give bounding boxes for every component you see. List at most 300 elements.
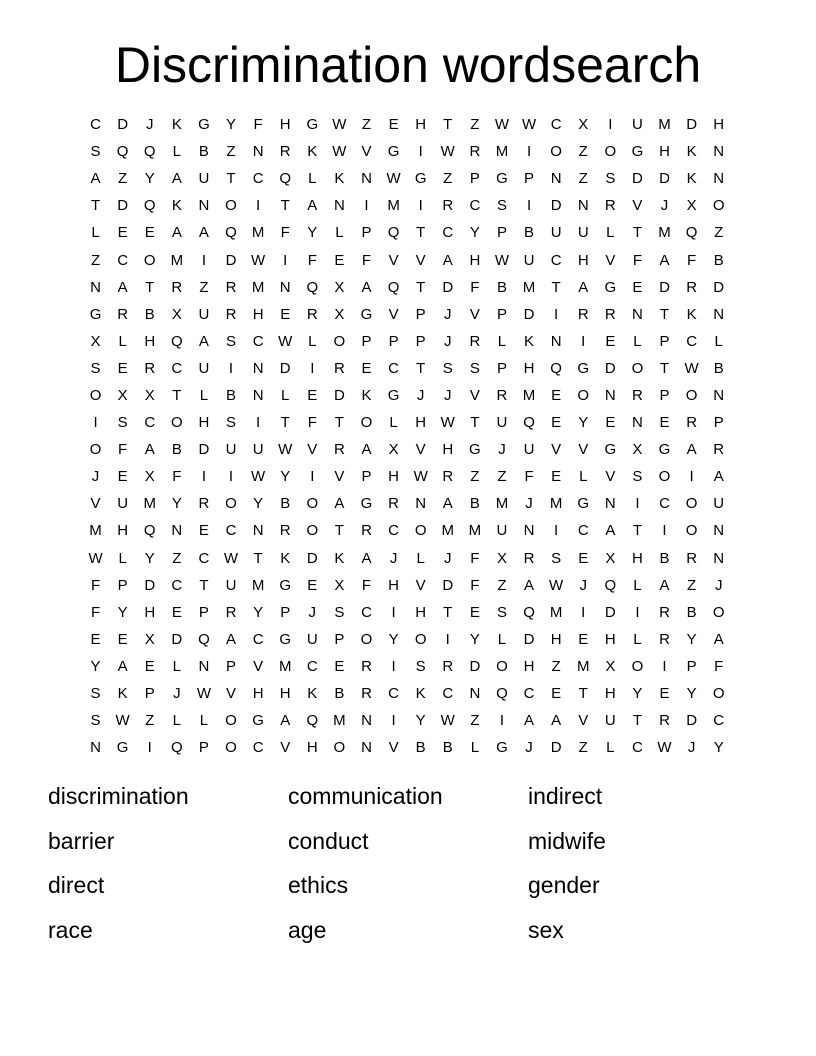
grid-letter: E — [117, 630, 128, 648]
grid-letter: E — [388, 116, 399, 134]
grid-letter: P — [198, 739, 209, 757]
grid-letter: K — [334, 170, 345, 188]
grid-letter: W — [251, 468, 266, 486]
grid-letter: V — [388, 739, 399, 757]
grid-letter: R — [442, 197, 454, 215]
grid-letter: O — [604, 143, 617, 161]
grid-letter: Z — [361, 116, 372, 134]
grid-letter: G — [387, 143, 400, 161]
grid-letter: N — [279, 278, 291, 296]
grid-letter: N — [550, 170, 562, 188]
grid-letter: O — [170, 414, 183, 432]
grid-letter: R — [659, 603, 670, 621]
grid-letter: J — [714, 576, 723, 594]
grid-letter: J — [444, 386, 452, 404]
grid-letter: H — [523, 657, 535, 675]
grid-letter: S — [442, 359, 453, 377]
grid-letter: W — [278, 441, 293, 459]
grid-letter: Z — [118, 170, 128, 188]
grid-letter: M — [387, 197, 400, 215]
grid-letter: X — [144, 630, 155, 648]
grid-letter: C — [225, 522, 237, 540]
grid-letter: R — [225, 603, 237, 621]
grid-letter: Z — [578, 143, 588, 161]
grid-letter: K — [171, 116, 182, 134]
grid-letter: F — [361, 576, 372, 594]
grid-letter: B — [415, 739, 426, 757]
grid-letter: X — [334, 576, 345, 594]
grid-letter: O — [658, 468, 671, 486]
grid-letter: N — [171, 522, 183, 540]
grid-letter: I — [526, 197, 532, 215]
word-list-item: communication — [288, 783, 443, 809]
grid-letter: B — [659, 549, 670, 567]
grid-letter: P — [659, 386, 670, 404]
grid-letter: E — [469, 603, 480, 621]
grid-letter: O — [89, 386, 102, 404]
grid-letter: C — [144, 414, 156, 432]
grid-letter: A — [578, 278, 589, 296]
grid-letter: Q — [143, 197, 156, 215]
grid-letter: I — [391, 712, 396, 730]
grid-letter: G — [658, 441, 671, 459]
grid-letter: P — [686, 657, 697, 675]
grid-letter: F — [470, 549, 480, 567]
grid-letter: V — [632, 197, 643, 215]
grid-letter: N — [361, 170, 372, 188]
grid-letter: I — [554, 305, 559, 323]
grid-letter: Z — [470, 468, 480, 486]
grid-letter: I — [228, 359, 234, 377]
grid-letter: P — [226, 657, 237, 675]
grid-letter: P — [496, 359, 507, 377]
grid-letter: H — [604, 685, 616, 703]
grid-letter: I — [93, 414, 98, 432]
grid-letter: Y — [578, 414, 589, 432]
grid-letter: K — [361, 386, 372, 404]
grid-letter: I — [310, 359, 315, 377]
word-list — [48, 778, 768, 956]
grid-letter: H — [577, 251, 589, 269]
grid-letter: W — [684, 359, 699, 377]
grid-letter: N — [361, 739, 372, 757]
grid-letter: K — [171, 197, 182, 215]
grid-letter: Y — [226, 116, 237, 134]
grid-letter: X — [578, 116, 589, 134]
grid-letter: B — [713, 359, 724, 377]
grid-letter: N — [713, 386, 725, 404]
grid-letter: W — [115, 712, 130, 730]
grid-letter: N — [90, 739, 101, 757]
grid-letter: I — [445, 630, 450, 648]
grid-letter: G — [360, 305, 373, 323]
grid-letter: C — [442, 685, 454, 703]
grid-letter: R — [577, 305, 589, 323]
grid-letter: N — [252, 386, 264, 404]
grid-letter: G — [116, 739, 129, 757]
grid-letter: I — [201, 251, 206, 269]
grid-letter: R — [713, 441, 725, 459]
grid-letter: A — [198, 332, 209, 350]
grid-letter: H — [469, 251, 481, 269]
grid-letter: W — [494, 116, 510, 134]
grid-letter: J — [308, 603, 317, 621]
grid-letter: U — [604, 712, 616, 730]
grid-letter: L — [633, 576, 642, 594]
grid-letter: O — [225, 495, 237, 513]
grid-letter: P — [361, 224, 372, 242]
grid-letter: L — [172, 712, 181, 730]
grid-letter: K — [117, 685, 128, 703]
grid-letter: G — [631, 143, 644, 161]
word-list-item: ethics — [288, 872, 349, 898]
grid-letter: U — [225, 441, 237, 459]
grid-letter: L — [714, 332, 723, 350]
grid-letter: Z — [578, 739, 588, 757]
grid-letter: Z — [497, 468, 507, 486]
grid-letter: L — [335, 224, 344, 242]
grid-letter: Y — [144, 170, 155, 188]
grid-letter: P — [496, 305, 507, 323]
grid-letter: A — [524, 712, 535, 730]
grid-letter: A — [713, 630, 724, 648]
grid-letter: C — [550, 251, 562, 269]
grid-letter: B — [442, 739, 453, 757]
grid-letter: W — [657, 739, 672, 757]
grid-letter: V — [605, 468, 616, 486]
grid-letter: E — [117, 468, 128, 486]
grid-letter: Q — [496, 685, 508, 703]
grid-letter: G — [604, 278, 617, 296]
grid-letter: I — [256, 414, 261, 432]
word-list-item: midwife — [528, 827, 606, 854]
grid-letter: N — [713, 143, 725, 161]
grid-letter: E — [144, 657, 155, 675]
grid-letter: X — [117, 386, 128, 404]
grid-letter: L — [172, 657, 181, 675]
grid-letter: R — [659, 630, 670, 648]
grid-letter: O — [414, 522, 427, 540]
grid-letter: N — [713, 305, 725, 323]
grid-letter: C — [252, 739, 264, 757]
grid-letter: C — [686, 332, 698, 350]
grid-letter: I — [689, 468, 694, 486]
grid-letter: F — [687, 251, 697, 269]
grid-letter: C — [90, 116, 101, 134]
grid-letter: V — [578, 712, 589, 730]
grid-letter: D — [550, 197, 562, 215]
grid-letter: H — [388, 468, 399, 486]
grid-letter: W — [413, 468, 428, 486]
grid-letter: R — [306, 305, 318, 323]
grid-letter: D — [198, 441, 210, 459]
grid-letter: B — [334, 685, 345, 703]
grid-letter: F — [90, 603, 101, 621]
grid-letter: H — [632, 549, 643, 567]
grid-letter: I — [256, 197, 261, 215]
grid-letter: E — [632, 278, 643, 296]
grid-letter: W — [521, 116, 537, 134]
grid-letter: O — [712, 603, 725, 621]
grid-letter: D — [306, 549, 318, 567]
grid-letter: S — [90, 359, 101, 377]
grid-letter: I — [499, 712, 505, 730]
grid-letter: C — [306, 657, 318, 675]
grid-letter: I — [364, 197, 369, 215]
grid-letter: A — [280, 712, 291, 730]
grid-letter: X — [334, 278, 345, 296]
grid-letter: G — [604, 441, 617, 459]
grid-letter: D — [604, 603, 616, 621]
grid-letter: H — [442, 441, 454, 459]
grid-letter: C — [361, 603, 372, 621]
grid-letter: Q — [143, 522, 156, 540]
grid-letter: D — [713, 278, 725, 296]
grid-letter: M — [522, 386, 536, 404]
grid-letter: A — [361, 549, 372, 567]
grid-letter: H — [713, 116, 725, 134]
grid-letter: D — [225, 251, 237, 269]
grid-letter: O — [685, 386, 698, 404]
grid-letter: O — [333, 332, 346, 350]
grid-letter: I — [418, 197, 423, 215]
grid-letter: C — [469, 197, 481, 215]
grid-letter: D — [686, 712, 698, 730]
grid-letter: I — [283, 251, 288, 269]
grid-letter: L — [579, 468, 588, 486]
grid-letter: E — [605, 332, 616, 350]
word-list-item: barrier — [48, 827, 115, 854]
grid-letter: T — [578, 685, 588, 703]
grid-letter: J — [660, 197, 669, 215]
grid-letter: N — [577, 197, 589, 215]
grid-letter: Y — [253, 603, 264, 621]
grid-letter: D — [117, 116, 129, 134]
grid-letter: D — [279, 359, 291, 377]
grid-letter: I — [201, 468, 206, 486]
grid-letter: W — [332, 143, 347, 161]
grid-letter: F — [714, 657, 724, 675]
grid-letter: Q — [225, 224, 237, 242]
grid-letter: D — [117, 197, 129, 215]
grid-letter: G — [279, 576, 292, 594]
grid-letter: W — [88, 549, 103, 567]
grid-letter: C — [442, 224, 454, 242]
grid-letter: Q — [604, 576, 617, 594]
grid-letter: T — [199, 576, 209, 594]
grid-letter: H — [415, 414, 427, 432]
grid-letter: R — [333, 359, 345, 377]
grid-letter: H — [279, 116, 291, 134]
grid-letter: X — [686, 197, 697, 215]
grid-letter: G — [360, 495, 373, 513]
grid-letter: J — [416, 386, 425, 404]
grid-letter: G — [89, 305, 102, 323]
grid-letter: Z — [145, 712, 155, 730]
grid-letter: W — [440, 712, 455, 730]
grid-letter: V — [280, 739, 291, 757]
grid-letter: F — [118, 441, 128, 459]
grid-letter: A — [361, 278, 372, 296]
grid-letter: H — [252, 685, 264, 703]
word-list-item: direct — [48, 872, 105, 898]
grid-letter: R — [198, 495, 210, 513]
grid-letter: R — [361, 685, 372, 703]
grid-letter: L — [606, 739, 615, 757]
grid-letter: S — [90, 712, 101, 730]
grid-letter: S — [496, 603, 507, 621]
grid-letter: K — [686, 143, 697, 161]
grid-letter: U — [252, 441, 264, 459]
grid-letter: L — [497, 630, 507, 648]
grid-letter: L — [281, 386, 290, 404]
grid-letter: L — [633, 332, 642, 350]
grid-letter: D — [632, 170, 643, 188]
grid-letter: O — [712, 685, 725, 703]
grid-letter: A — [686, 441, 697, 459]
grid-letter: T — [416, 224, 426, 242]
grid-letter: O — [685, 522, 698, 540]
grid-letter: D — [469, 657, 481, 675]
grid-letter: Z — [578, 170, 588, 188]
grid-letter: O — [306, 495, 319, 513]
grid-letter: Q — [523, 414, 535, 432]
grid-letter: D — [686, 116, 698, 134]
grid-letter: H — [144, 603, 156, 621]
grid-letter: Q — [387, 278, 400, 296]
grid-letter: V — [415, 251, 426, 269]
grid-letter: O — [577, 386, 590, 404]
grid-letter: G — [252, 712, 264, 730]
grid-letter: I — [526, 143, 532, 161]
grid-letter: Q — [170, 739, 183, 757]
grid-letter: C — [659, 495, 670, 513]
grid-letter: E — [334, 251, 345, 269]
grid-letter: H — [198, 414, 210, 432]
grid-letter: Z — [199, 278, 209, 296]
grid-letter: X — [144, 386, 155, 404]
grid-letter: V — [388, 305, 399, 323]
grid-letter: Q — [170, 332, 183, 350]
grid-letter: K — [307, 685, 318, 703]
grid-letter: I — [391, 657, 396, 675]
grid-letter: O — [225, 712, 237, 730]
grid-letter: C — [171, 359, 183, 377]
grid-letter: R — [442, 657, 454, 675]
grid-letter: J — [173, 685, 181, 703]
grid-letter: C — [388, 522, 399, 540]
grid-letter: T — [443, 603, 453, 621]
grid-letter: K — [686, 170, 697, 188]
grid-letter: A — [442, 495, 453, 513]
grid-letter: D — [659, 170, 670, 188]
grid-letter: Y — [469, 224, 480, 242]
grid-letter: C — [252, 332, 264, 350]
grid-letter: N — [333, 197, 345, 215]
grid-letter: R — [523, 549, 535, 567]
grid-letter: U — [117, 495, 129, 513]
grid-letter: L — [308, 332, 317, 350]
grid-letter: P — [117, 576, 128, 594]
grid-letter: O — [414, 630, 427, 648]
grid-letter: V — [469, 305, 480, 323]
grid-letter: D — [333, 386, 345, 404]
grid-letter: Z — [551, 657, 561, 675]
grid-letter: M — [143, 495, 156, 513]
grid-letter: C — [550, 116, 562, 134]
grid-letter: U — [713, 495, 725, 513]
grid-letter: D — [659, 278, 670, 296]
grid-letter: D — [550, 739, 562, 757]
grid-letter: X — [605, 657, 616, 675]
grid-letter: X — [388, 441, 399, 459]
grid-letter: B — [144, 305, 155, 323]
grid-letter: U — [306, 630, 318, 648]
grid-letter: S — [117, 414, 128, 432]
grid-letter: P — [713, 414, 724, 432]
grid-letter: V — [253, 657, 264, 675]
grid-letter: S — [632, 468, 643, 486]
grid-letter: S — [90, 143, 101, 161]
grid-letter: E — [198, 522, 209, 540]
grid-letter: N — [713, 549, 725, 567]
grid-letter: Y — [90, 657, 101, 675]
grid-letter: L — [199, 386, 209, 404]
grid-letter: T — [90, 197, 101, 215]
grid-letter: A — [524, 576, 535, 594]
grid-letter: F — [632, 251, 642, 269]
grid-letter: F — [172, 468, 182, 486]
grid-letter: P — [280, 603, 291, 621]
grid-letter: X — [632, 441, 643, 459]
grid-letter: A — [198, 224, 209, 242]
grid-letter: M — [468, 522, 482, 540]
grid-letter: C — [632, 739, 643, 757]
grid-letter: T — [470, 414, 480, 432]
grid-letter: U — [198, 305, 210, 323]
grid-letter: L — [199, 712, 209, 730]
grid-letter: S — [496, 197, 507, 215]
grid-letter: F — [307, 251, 317, 269]
grid-letter: A — [117, 657, 128, 675]
grid-letter: H — [144, 332, 156, 350]
grid-letter: I — [608, 116, 613, 134]
grid-letter: Q — [523, 603, 535, 621]
grid-letter: O — [360, 630, 373, 648]
grid-letter: A — [226, 630, 237, 648]
grid-letter: I — [228, 468, 234, 486]
grid-letter: G — [577, 359, 590, 377]
grid-letter: Q — [279, 170, 292, 188]
grid-letter: I — [662, 522, 667, 540]
grid-letter: M — [89, 522, 102, 540]
grid-letter: M — [495, 495, 509, 513]
grid-letter: T — [416, 359, 426, 377]
grid-letter: R — [279, 522, 291, 540]
grid-letter: X — [334, 305, 345, 323]
grid-letter: V — [578, 441, 589, 459]
grid-letter: Q — [116, 143, 129, 161]
grid-letter: N — [252, 522, 264, 540]
grid-letter: J — [444, 305, 452, 323]
grid-letter: Z — [172, 549, 182, 567]
grid-letter: J — [145, 116, 154, 134]
grid-letter: Z — [470, 712, 480, 730]
grid-letter: O — [631, 359, 644, 377]
grid-letter: R — [632, 386, 643, 404]
grid-letter: R — [361, 522, 372, 540]
grid-letter: Z — [497, 576, 507, 594]
